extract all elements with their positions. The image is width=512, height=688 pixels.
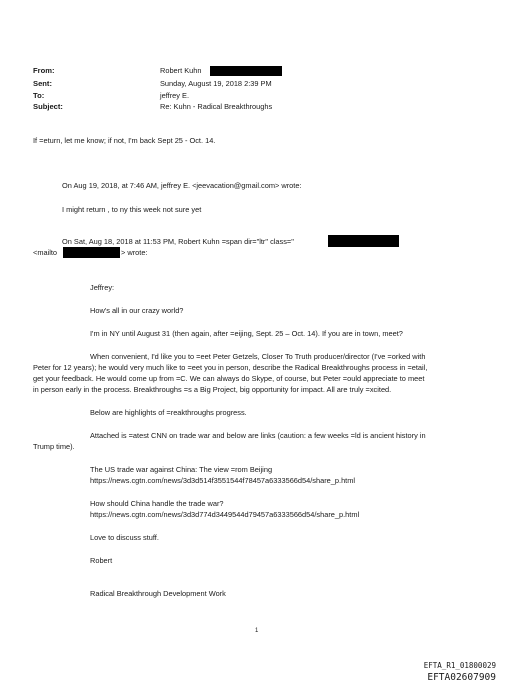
paragraph-1: How's all in our crazy world? xyxy=(90,306,184,315)
page-number: 1 xyxy=(255,628,259,634)
paragraph-4: Below are highlights of =reakthroughs progress. xyxy=(90,408,247,417)
sent-label: Sent: xyxy=(33,79,52,88)
paragraph-3-line-4: in person early in the process. Breakthroughs =s a Big Project, big opportunity for impact. All are truly =xcited. xyxy=(33,385,392,394)
to-label: To: xyxy=(33,91,45,100)
from-label: From: xyxy=(33,66,55,75)
greeting: Jeffrey: xyxy=(90,283,115,292)
to-value: jeffrey E. xyxy=(160,91,190,100)
quote2-mailto: <mailto xyxy=(33,248,58,257)
quote1-header: On Aug 19, 2018, at 7:46 AM, jeffrey E. <jeevacation@gmail.com> wrote: xyxy=(62,181,302,190)
quote2-wrote: > wrote: xyxy=(121,248,148,257)
quote1-text: I might return , to ny this week not sure yet xyxy=(62,205,202,214)
signature: Robert xyxy=(90,556,113,565)
paragraph-3-line-1: When convenient, I'd like you to =eet Peter Getzels, Closer To Truth producer/director (I've =orked with xyxy=(90,352,426,361)
sent-value: Sunday, August 19, 2018 2:39 PM xyxy=(160,79,272,88)
doc-id-1: EFTA_R1_01800029 xyxy=(423,661,496,670)
link-2-url[interactable]: https://news.cgtn.com/news/3d3d774d3449544d79457a6333566d54/share_p.html xyxy=(90,510,360,519)
link-2-title: How should China handle the trade war? xyxy=(90,499,224,508)
from-value: Robert Kuhn xyxy=(160,66,202,75)
paragraph-5-line-2: Trump time). xyxy=(33,442,75,451)
redaction-quote2-email xyxy=(328,235,399,247)
paragraph-3-line-3: get your feedback. He would come up from =C. We can always do Skype, of course, but Peter =ould appreciate to meet xyxy=(33,374,425,383)
signature-org: Radical Breakthrough Development Work xyxy=(90,589,226,598)
link-1-title: The US trade war against China: The view =rom Beijing xyxy=(90,465,273,474)
paragraph-3-line-2: Peter for 12 years); he would very much like to =eet you in person, describe the Radical Breakthroughs process in =etail, xyxy=(33,363,428,372)
link-1-url[interactable]: https://news.cgtn.com/news/3d3d514f3551544f78457a6333566d54/share_p.html xyxy=(90,476,356,485)
quote2-header: On Sat, Aug 18, 2018 at 11:53 PM, Robert Kuhn =span dir="ltr" class=" xyxy=(62,237,294,246)
doc-id-2: EFTA02607909 xyxy=(427,672,496,683)
subject-label: Subject: xyxy=(33,102,63,111)
reply-line: If =eturn, let me know; if not, I'm back Sept 25 - Oct. 14. xyxy=(33,136,216,145)
subject-value: Re: Kuhn - Radical Breakthroughs xyxy=(160,102,273,111)
paragraph-5-line-1: Attached is =atest CNN on trade war and below are links (caution: a few weeks =ld is ancient history in xyxy=(90,431,426,440)
redaction-mailto xyxy=(63,247,120,258)
closing: Love to discuss stuff. xyxy=(90,533,159,542)
redaction-from xyxy=(210,66,282,76)
paragraph-2: I'm in NY until August 31 (then again, after =eijing, Sept. 25 – Oct. 14). If you are in town, meet? xyxy=(90,329,403,338)
